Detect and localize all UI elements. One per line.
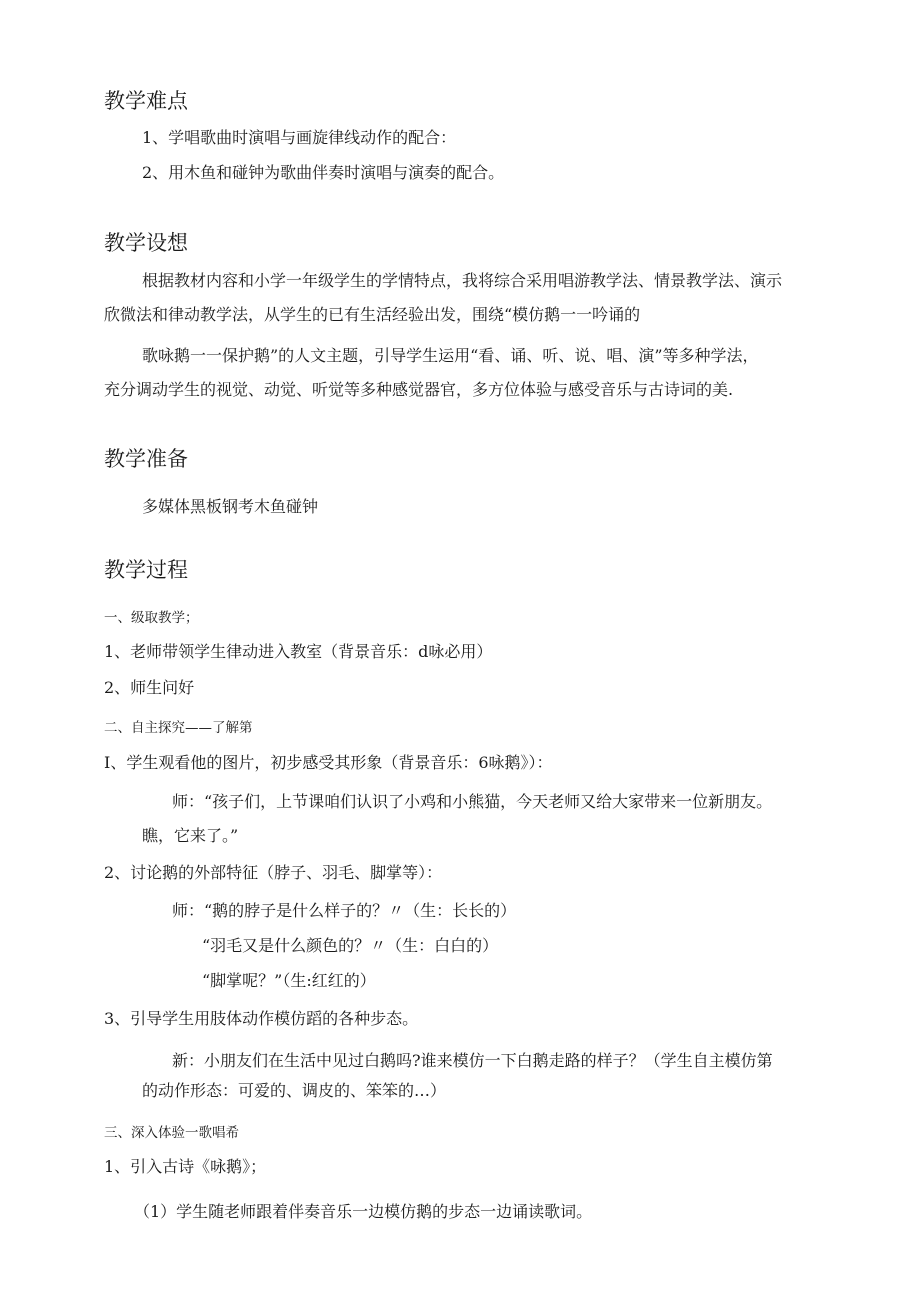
section-title-preparation: 教学准备 [104, 447, 188, 471]
process-part2-item-1: I、学生观看他的图片，初步感受其形象（背景音乐：6咏鹅》）： [104, 753, 553, 772]
section-title-difficulty: 教学难点 [104, 89, 188, 113]
process-part2-quote-1b: 瞧，它来了。” [142, 826, 239, 845]
process-part3-heading: 三、深入体验一歌唱希 [104, 1125, 239, 1141]
section-title-concept: 教学设想 [104, 231, 188, 255]
process-part1-item-1: 1、老师带领学生律动进入教室（背景音乐：d咏必用） [104, 642, 493, 661]
process-part2-quote-1a: 师：“孩子们，上节课咱们认识了小鸡和小熊猫，今天老师又给大家带来一位新朋友。 [172, 792, 773, 811]
process-part3-sub-1: （1）学生随老师跟着伴奏音乐一边模仿鹅的步态一边诵读歌词。 [134, 1202, 593, 1221]
concept-line-4: 充分调动学生的视觉、动觉、听觉等多种感觉器官，多方位体验与感受音乐与古诗词的美. [104, 380, 734, 399]
process-part1-item-2: 2、师生问好 [104, 678, 195, 697]
process-part2-quote-2c: “脚掌呢？”（生:红红的） [202, 971, 376, 990]
preparation-text: 多媒体黑板钢考木鱼碰钟 [142, 497, 319, 516]
process-part2-heading: 二、自主探究——了解第 [104, 720, 253, 736]
process-part3-item-1: 1、引入古诗《咏鹅》； [104, 1157, 267, 1176]
process-part2-quote-2b: “羽毛又是什么颜色的？〃（生：白白的） [202, 936, 499, 955]
section-title-process: 教学过程 [104, 558, 188, 582]
concept-line-3: 歌咏鹅一一保护鹅”的人文主题，引导学生运用“看、诵、听、说、唱、演”等多种学法， [142, 346, 759, 365]
process-part2-item-2: 2、讨论鹅的外部特征（脖子、羽毛、脚掌等）： [104, 863, 443, 882]
concept-line-2: 欣微法和律动教学法，从学生的已有生活经验出发，围绕“模仿鹅一一吟诵的 [104, 305, 641, 324]
difficulty-item-2: 2、用木鱼和碰钟为歌曲伴奏时演唱与演奏的配合。 [142, 163, 505, 182]
process-part2-quote-3b: 的动作形态：可爱的、调皮的、笨笨的…） [142, 1081, 447, 1100]
process-part2-quote-3a: 新：小朋友们在生活中见过白鹅吗?谁来模仿一下白鹅走路的样子？（学生自主模仿第 [172, 1051, 773, 1070]
process-part2-item-3: 3、引导学生用肢体动作模仿蹈的各种步态。 [104, 1009, 419, 1028]
difficulty-item-1: 1、学唱歌曲时演唱与画旋律线动作的配合： [142, 128, 457, 147]
concept-line-1: 根据教材内容和小学一年级学生的学情特点，我将综合采用唱游教学法、情景教学法、演示 [142, 271, 783, 290]
process-part2-quote-2a: 师：“鹅的脖子是什么样子的？〃（生：长长的） [172, 901, 517, 920]
process-part1-heading: 一、级取教学； [104, 610, 199, 626]
